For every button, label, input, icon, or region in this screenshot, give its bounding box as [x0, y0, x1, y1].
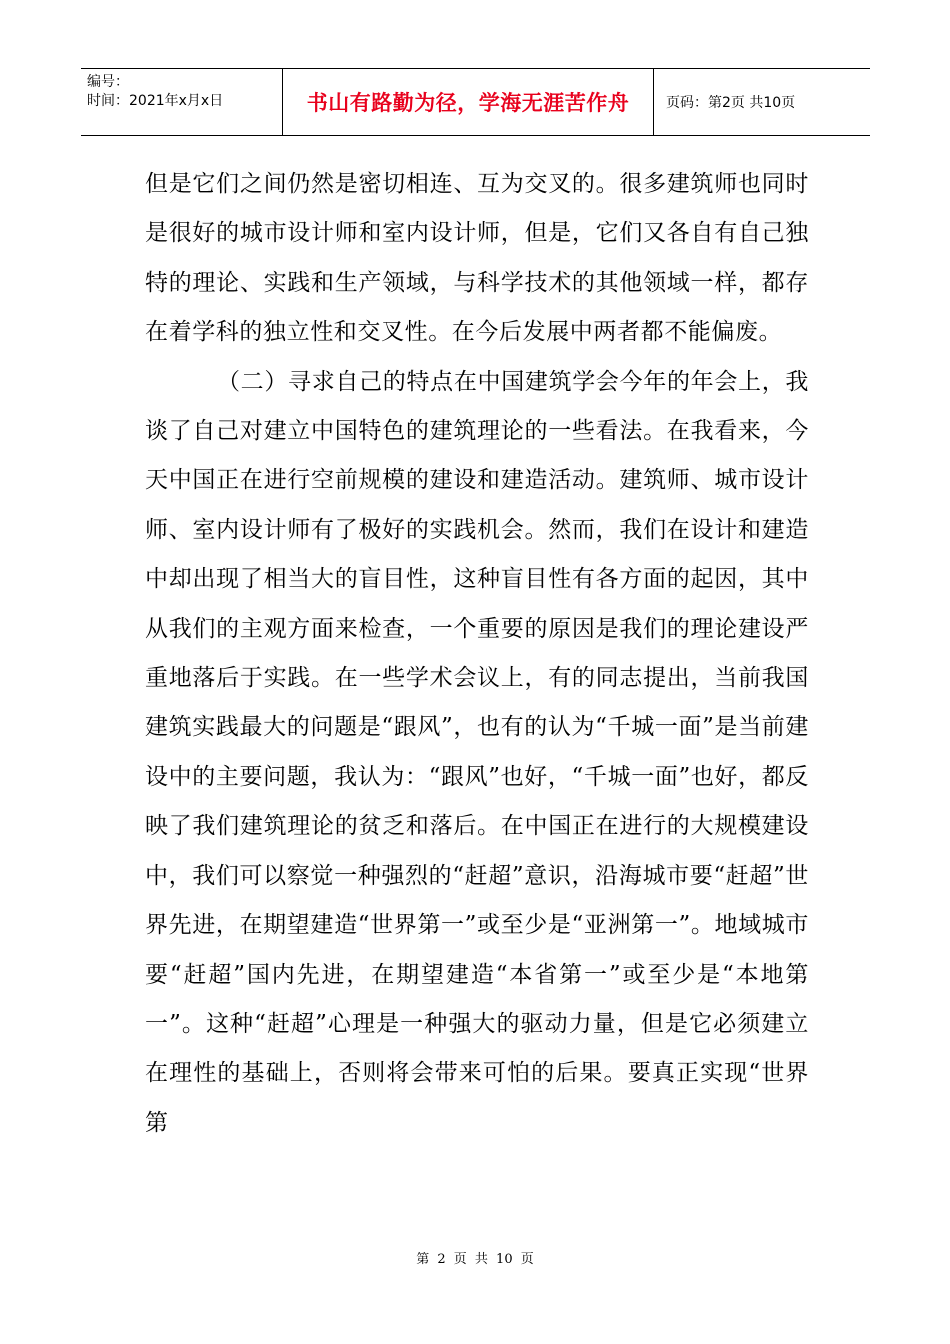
document-body [145, 160, 809, 1148]
page-footer: 第 2 页 共 10 页 [416, 1252, 534, 1267]
header-page-cell [654, 69, 870, 135]
header-page-info: 页码：第2页 共10页 [666, 95, 796, 111]
header-motto-cell [283, 69, 654, 135]
header-motto: 书山有路勤为径，学海无涯苦作舟 [306, 91, 630, 115]
document-header [81, 68, 870, 136]
document-date-label: 时间：2021年x月x日 [87, 93, 224, 109]
document-number-label: 编号： [87, 74, 129, 90]
body-paragraph: （二）寻求自己的特点在中国建筑学会今年的年会上，我谈了自己对建立中国特色的建筑理论的一些看法。在我看来，今天中国正在进行空前规模的建设和建造活动。建筑师、城市设计师、室内设计师有了极好的实践机会。然而，我们在设计和建造中却出现了相当大的盲目性，这种盲目性有各方面的起因，其中从我们的主观方面来检查，一个重要的原因是我们的理论建设严重地落后于实践。在一些学术会议上，有的同志提出，当前我国建筑实践最大的问题是“跟风”，也有的认为“千城一面”是当前建设中的主要问题，我认为：“跟风”也好，“千城一面”也好，都反映了我们建筑理论的贫乏和落后。在中国正在进行的大规模建设中，我们可以察觉一种强烈的“赶超”意识，沿海城市要“赶超”世界先进，在期望建造“世界第一”或至少是“亚洲第一”。地域城市要“赶超”国内先进，在期望建造“本省第一”或至少是“本地第一”。这种“赶超”心理是一种强大的驱动力量，但是它必须建立在理性的基础上，否则将会带来可怕的后果。要真正实现“世界第 [145, 368, 809, 1136]
header-meta-cell [81, 69, 283, 135]
body-paragraph: 但是它们之间仍然是密切相连、互为交叉的。很多建筑师也同时是很好的城市设计师和室内设计师，但是，它们又各自有自己独特的理论、实践和生产领域，与科学技术的其他领域一样，都存在着学科的独立性和交叉性。在今后发展中两者都不能偏废。 [145, 171, 809, 346]
